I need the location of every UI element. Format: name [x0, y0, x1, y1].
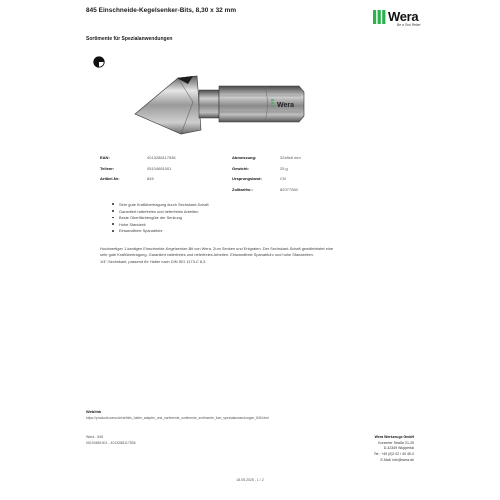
list-item: Einwandfreie Spanabfuhr [112, 228, 209, 235]
email-line: E-Mail: info@wera.de [380, 457, 414, 462]
spec-row-abmessung [232, 155, 301, 166]
footer-address [374, 435, 414, 464]
list-item: Garantiert ratterfreies und rieferfreies Arbeiten [112, 209, 209, 216]
feature-list [112, 202, 209, 235]
spec-value: 845 [147, 176, 154, 181]
spec-value: 82077080 [280, 186, 298, 192]
product-image [133, 62, 353, 144]
spec-row-gewicht [232, 166, 301, 177]
list-item: Beste Oberflächengüte der Senkung [112, 215, 209, 222]
spec-row-artikel [100, 176, 176, 187]
footer-numbers: 05104681001 - 4013288117536 [86, 440, 136, 445]
address-line: D-42349 Wuppertal [383, 446, 414, 451]
weblink-section [86, 409, 269, 420]
spec-row-teilenr [100, 166, 176, 177]
spec-value: CN [280, 176, 286, 181]
wera-logo-mark-icon [373, 10, 386, 24]
spec-value: 32x8x8 mm [280, 155, 301, 160]
spec-row-ursprungsland [232, 176, 301, 187]
spec-label: EAN: [100, 155, 110, 160]
list-item: Hohe Standzeit [112, 222, 209, 229]
phone-line: Tel.: +49 (0)2 02 / 40 45-0 [373, 452, 414, 457]
weblink-url[interactable]: https://products.wera.de/de/bits_halter_adapter_und_sortimente_sortimente_sortimente_fuer_spezialanwendungen_845.html [86, 416, 269, 420]
spec-value: 25 g [280, 165, 288, 171]
spec-row-zolltarifnr [232, 187, 301, 198]
footer-left [86, 435, 136, 446]
description-line: sehr gute Kraftübertragung. Garantiert ratterfreies und rieferfreies Arbeiten. Einwandfreie Spanabfuhr und hohe Standzeiten. [100, 252, 314, 258]
weblink-heading: Weblink [86, 409, 102, 414]
footer-product-ref: Wera - 845 [86, 435, 104, 439]
spec-table-left [100, 155, 176, 187]
page-subtitle: Sortimente für Spezialanwendungen [86, 36, 173, 42]
spec-label: Artikel-Nr: [100, 176, 120, 181]
spec-value: 05104681001 [147, 165, 172, 171]
spec-label: Teilenr: [100, 165, 115, 171]
wera-logo [373, 8, 421, 30]
company-name: Wera Werkzeuge GmbH [374, 435, 414, 439]
svg-text:Wera: Wera [277, 102, 294, 109]
spec-label: Abmessung: [232, 155, 257, 160]
spec-value: 4013288117536 [147, 155, 176, 160]
footer-date-page: 18.05.2025 - 1 / 2 [236, 478, 264, 482]
spec-row-ean [100, 155, 176, 166]
logo-tagline: Be a Tool Rebel [397, 23, 421, 27]
half-filled-circle-icon [93, 56, 105, 68]
spec-table-right [232, 155, 301, 197]
description-line: 1/4"-Sechskant, passend für Halter nach DIN ISO 1173-C 6,3. [100, 258, 207, 264]
address-line: Korzerter Straße 21-25 [378, 440, 414, 445]
list-item: Sehr gute Kraftübertragung durch Sechskant-Schaft [112, 202, 209, 209]
page-title: 845 Einschneide-Kegelsenker-Bits, 8,30 x 32 mm [86, 7, 237, 14]
logo-wordmark: Wera [388, 9, 419, 24]
product-description [100, 246, 405, 265]
spec-label: Gewicht: [232, 165, 249, 171]
spec-label: Zolltarifnr.: [232, 186, 253, 192]
spec-label: Ursprungsland: [232, 176, 262, 181]
description-line: Hochwertiger 1-kantigen Einschneide-Kegelsenker-Bit von Wera. Zum Senken und Entgraten. Der Sechskant-Schaft gewährleistet eine [100, 246, 334, 251]
